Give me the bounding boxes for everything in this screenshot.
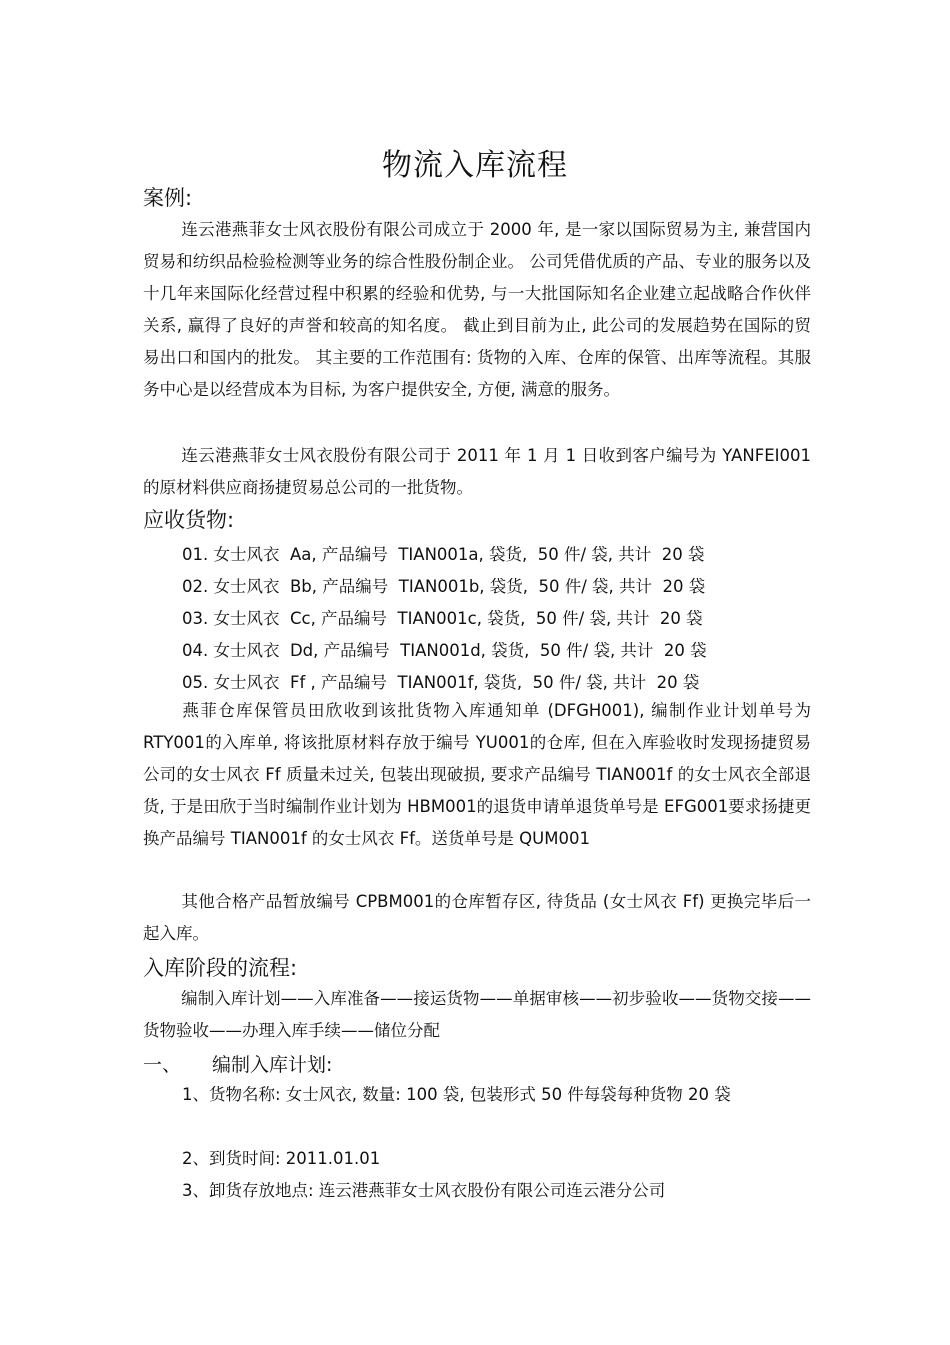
para2-text: 连云港燕菲女士风衣股份有限公司于 2011 年 1 月 1 日收到客户编号为 YANFEI001的原材料供应商扬捷贸易总公司的一批货物。 bbox=[143, 446, 811, 497]
section-title: 编制入库计划: bbox=[212, 1054, 333, 1076]
para4-text: 其他合格产品暂放编号 CPBM001的仓库暂存区, 待货品 (女士风衣 Ff) 更换完毕后一起入库。 bbox=[143, 892, 811, 943]
goods-item: 05. 女士风衣 Ff , 产品编号 TIAN001f, 袋货, 50 件/ 袋, 共计 20 袋 bbox=[182, 673, 700, 692]
page-title: 物流入库流程 bbox=[382, 148, 568, 183]
goods-item: 03. 女士风衣 Cc, 产品编号 TIAN001c, 袋货, 50 件/ 袋, 共计 20 袋 bbox=[182, 609, 703, 628]
goods-item: 04. 女士风衣 Dd, 产品编号 TIAN001d, 袋货, 50 件/ 袋, 共计 20 袋 bbox=[182, 641, 707, 660]
stage-flow bbox=[143, 983, 811, 1047]
para3-text: 燕菲仓库保管员田欣收到该批货物入库通知单 (DFGH001), 编制作业计划单号为 RTY001的入库单, 将该批原材料存放于编号 YU001的仓库, 但在入库验收时发现扬捷贸易公司的女士风衣 Ff 质量未过关, 包装出现破损, 要求产品编号 TIAN001f 的女士风衣全部退货, 于是田欣于当时编制作业计划为 HBM001的退货申请单退货单号是 EFG001要求扬捷更换产品编号 TIAN001f 的女士风衣 Ff。送货单号是 QUM001 bbox=[143, 701, 811, 848]
goods-heading: 应收货物: bbox=[143, 508, 235, 532]
stage-heading: 入库阶段的流程: bbox=[143, 956, 298, 980]
stage-flow-text: 编制入库计划——入库准备——接运货物——单据审核——初步验收——货物交接——货物验收——办理入库手续——储位分配 bbox=[143, 989, 811, 1040]
section-number: 一、 bbox=[143, 1054, 182, 1076]
case-paragraph-4 bbox=[143, 886, 811, 950]
goods-item: 02. 女士风衣 Bb, 产品编号 TIAN001b, 袋货, 50 件/ 袋, 共计 20 袋 bbox=[182, 577, 706, 596]
para1-text: 连云港燕菲女士风衣股份有限公司成立于 2000 年, 是一家以国际贸易为主, 兼营国内贸易和纺织品检验检测等业务的综合性股份制企业。 公司凭借优质的产品、专业的服务以及十几年来国际化经营过程中积累的经验和优势, 与一大批国际知名企业建立起战略合作伙伴关系, 赢得了良好的声誉和较高的知名度。 截止到目前为止, 此公司的发展趋势在国际的贸易出口和国内的批发。 其主要的工作范围有: 货物的入库、仓库的保管、出库等流程。其服务中心是以经营成本为目标, 为客户提供安全, 方便, 满意的服务。 bbox=[143, 220, 811, 399]
case-paragraph-3 bbox=[143, 695, 811, 855]
goods-item: 01. 女士风衣 Aa, 产品编号 TIAN001a, 袋货, 50 件/ 袋, 共计 20 袋 bbox=[182, 545, 705, 564]
section-item: 3、卸货存放地点: 连云港燕菲女士风衣股份有限公司连云港分公司 bbox=[182, 1181, 666, 1200]
case-paragraph-1 bbox=[143, 214, 811, 406]
case-paragraph-2 bbox=[143, 440, 811, 504]
section-item: 1、货物名称: 女士风衣, 数量: 100 袋, 包装形式 50 件每袋每种货物 20 袋 bbox=[182, 1085, 731, 1104]
section-item: 2、到货时间: 2011.01.01 bbox=[182, 1149, 381, 1168]
case-heading: 案例: bbox=[143, 186, 193, 210]
